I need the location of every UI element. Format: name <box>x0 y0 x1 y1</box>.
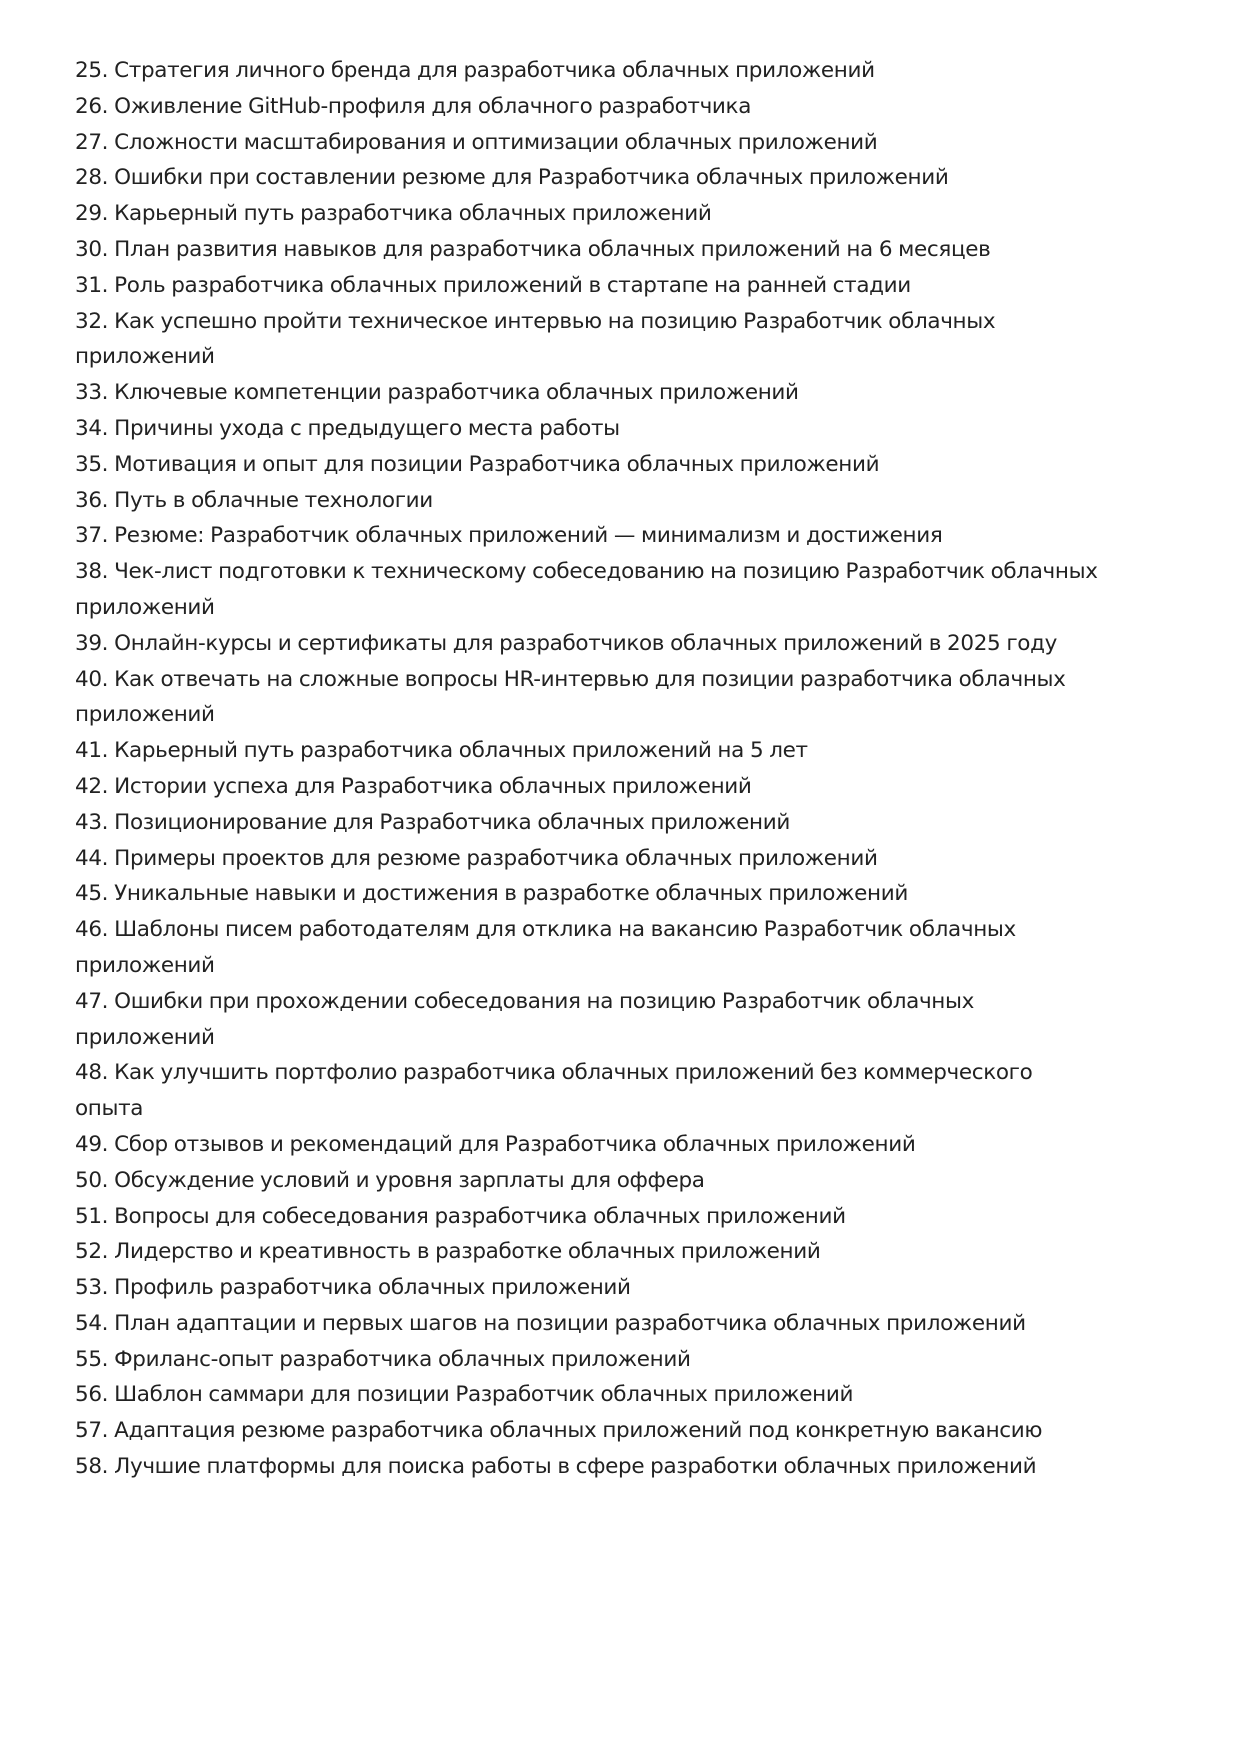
document-page <box>75 53 1185 1485</box>
list-item-text-continuation: приложений <box>75 344 215 370</box>
list-item <box>75 1306 1185 1342</box>
list-item-text: 37. Резюме: Разработчик облачных приложений — минимализм и достижения <box>75 523 943 549</box>
list-item <box>75 984 1185 1056</box>
numbered-topic-list <box>75 53 1185 1485</box>
list-item-text: 27. Сложности масштабирования и оптимизации облачных приложений <box>75 129 878 155</box>
list-item <box>75 1449 1185 1485</box>
list-item <box>75 232 1185 268</box>
list-item-text-continuation: опыта <box>75 1096 144 1122</box>
list-item <box>75 483 1185 519</box>
list-item-text-continuation: приложений <box>75 594 215 620</box>
list-item <box>75 411 1185 447</box>
list-item-text: 44. Примеры проектов для резюме разработчика облачных приложений <box>75 845 878 871</box>
list-item-text: 30. План развития навыков для разработчика облачных приложений на 6 месяцев <box>75 236 991 262</box>
list-item-text: 28. Ошибки при составлении резюме для Разработчика облачных приложений <box>75 165 949 191</box>
list-item <box>75 1377 1185 1413</box>
list-item-text: 45. Уникальные навыки и достижения в разработке облачных приложений <box>75 881 908 907</box>
list-item-text: 54. План адаптации и первых шагов на позиции разработчика облачных приложений <box>75 1310 1026 1336</box>
list-item <box>75 769 1185 805</box>
list-item-text: 42. Истории успеха для Разработчика облачных приложений <box>75 773 752 799</box>
list-item <box>75 375 1185 411</box>
list-item-text: 25. Стратегия личного бренда для разработчика облачных приложений <box>75 58 875 83</box>
list-item-text: 47. Ошибки при прохождении собеседования на позицию Разработчик облачных <box>75 988 975 1014</box>
list-item <box>75 1413 1185 1449</box>
list-item-text: 40. Как отвечать на сложные вопросы HR-интервью для позиции разработчика облачных <box>75 666 1066 692</box>
list-item-text: 38. Чек-лист подготовки к техническому собеседованию на позицию Разработчик облачных <box>75 559 1098 585</box>
list-item-text: 31. Роль разработчика облачных приложений в стартапе на ранней стадии <box>75 272 911 298</box>
list-item <box>75 1127 1185 1163</box>
list-item <box>75 912 1185 984</box>
list-item <box>75 304 1185 376</box>
list-item-text: 41. Карьерный путь разработчика облачных приложений на 5 лет <box>75 738 808 764</box>
list-item-text: 32. Как успешно пройти техническое интервью на позицию Разработчик облачных <box>75 308 996 334</box>
list-item-text: 48. Как улучшить портфолио разработчика облачных приложений без коммерческого <box>75 1060 1033 1086</box>
list-item-text: 34. Причины ухода с предыдущего места работы <box>75 415 620 441</box>
list-item-text: 57. Адаптация резюме разработчика облачных приложений под конкретную вакансию <box>75 1418 1043 1444</box>
list-item <box>75 554 1185 626</box>
list-item <box>75 447 1185 483</box>
list-item-text: 36. Путь в облачные технологии <box>75 487 433 513</box>
list-item-text: 51. Вопросы для собеседования разработчика облачных приложений <box>75 1203 846 1229</box>
list-item-text: 29. Карьерный путь разработчика облачных приложений <box>75 201 712 227</box>
list-item-text: 33. Ключевые компетенции разработчика облачных приложений <box>75 380 799 406</box>
list-item <box>75 160 1185 196</box>
list-item <box>75 1234 1185 1270</box>
list-item <box>75 518 1185 554</box>
list-item <box>75 1270 1185 1306</box>
list-item-text: 52. Лидерство и креативность в разработке облачных приложений <box>75 1239 821 1265</box>
list-item <box>75 841 1185 877</box>
list-item-text: 49. Сбор отзывов и рекомендаций для Разработчика облачных приложений <box>75 1131 916 1157</box>
list-item-text-continuation: приложений <box>75 952 215 978</box>
list-item <box>75 876 1185 912</box>
list-item <box>75 53 1185 89</box>
list-item <box>75 1342 1185 1378</box>
list-item <box>75 268 1185 304</box>
list-item <box>75 662 1185 734</box>
list-item-text: 55. Фриланс-опыт разработчика облачных приложений <box>75 1346 691 1372</box>
list-item-text: 35. Мотивация и опыт для позиции Разработчика облачных приложений <box>75 451 880 477</box>
list-item <box>75 1163 1185 1199</box>
list-item-text: 26. Оживление GitHub-профиля для облачного разработчика <box>75 93 752 119</box>
list-item <box>75 805 1185 841</box>
list-item-text: 39. Онлайн-курсы и сертификаты для разработчиков облачных приложений в 2025 году <box>75 630 1057 656</box>
list-item <box>75 89 1185 125</box>
list-item <box>75 1199 1185 1235</box>
list-item-text: 46. Шаблоны писем работодателям для отклика на вакансию Разработчик облачных <box>75 917 1016 943</box>
list-item-text-continuation: приложений <box>75 702 215 728</box>
list-item-text: 43. Позиционирование для Разработчика облачных приложений <box>75 809 791 835</box>
list-item <box>75 196 1185 232</box>
list-item-text: 50. Обсуждение условий и уровня зарплаты для оффера <box>75 1167 705 1193</box>
list-item-text-continuation: приложений <box>75 1024 215 1050</box>
list-item <box>75 733 1185 769</box>
list-item-text: 56. Шаблон саммари для позиции Разработчик облачных приложений <box>75 1382 854 1408</box>
list-item <box>75 1055 1185 1127</box>
list-item-text: 53. Профиль разработчика облачных приложений <box>75 1275 631 1301</box>
list-item-text: 58. Лучшие платформы для поиска работы в сфере разработки облачных приложений <box>75 1454 1037 1480</box>
list-item <box>75 626 1185 662</box>
list-item <box>75 125 1185 161</box>
